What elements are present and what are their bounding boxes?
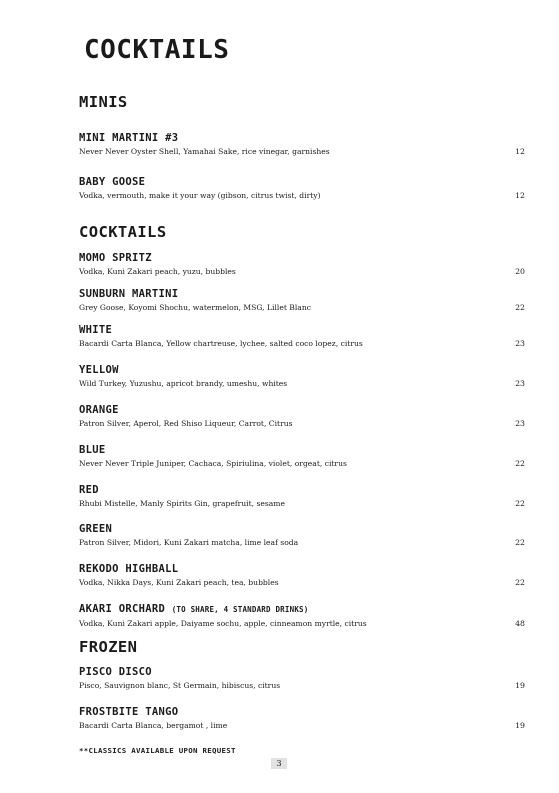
item-name: BABY GOOSE [79, 176, 146, 188]
item-price: 20 [515, 267, 525, 276]
item-name: REKODO HIGHBALL [79, 563, 179, 575]
item-description: Bacardi Carta Blanca, Yellow chartreuse, lychee, salted coco lopez, citrus [79, 339, 363, 348]
item-price: 23 [515, 339, 525, 348]
item-description: Bacardi Carta Blanca, bergamot , lime [79, 721, 228, 730]
item-description: Patron Silver, Aperol, Red Shiso Liqueur, Carrot, Citrus [79, 419, 293, 428]
item-price: 48 [515, 619, 525, 628]
page-title: COCKTAILS [84, 35, 230, 65]
item-description: Vodka, Kuni Zakari apple, Daiyame sochu, apple, cinneamon myrtle, citrus [79, 619, 367, 628]
item-name: YELLOW [79, 364, 119, 376]
item-price: 12 [515, 147, 525, 156]
menu-item-white [79, 324, 525, 349]
menu-item-green [79, 523, 525, 548]
menu-item-blue [79, 444, 525, 469]
section-title-cocktails: COCKTAILS [79, 223, 167, 241]
menu-item-momo-spritz [79, 252, 525, 277]
page-number: 3 [271, 758, 287, 769]
item-name: GREEN [79, 523, 113, 535]
menu-item-sunburn-martini [79, 288, 525, 313]
menu-item-rekodo-highball [79, 563, 525, 588]
item-name: BLUE [79, 444, 106, 456]
menu-item-akari-orchard [79, 603, 525, 629]
menu-item-mini-martini [79, 132, 525, 157]
item-price: 22 [515, 499, 525, 508]
item-name: FROSTBITE TANGO [79, 706, 179, 718]
item-name [79, 603, 525, 616]
item-description: Vodka, Kuni Zakari peach, yuzu, bubbles [79, 267, 236, 276]
item-name: RED [79, 484, 99, 496]
item-description: Vodka, vermouth, make it your way (gibson, citrus twist, dirty) [79, 191, 321, 200]
section-title-frozen: FROZEN [79, 638, 138, 656]
item-description: Patron Silver, Midori, Kuni Zakari matcha, lime leaf soda [79, 538, 299, 547]
item-price: 19 [515, 721, 525, 730]
item-name: MINI MARTINI #3 [79, 132, 179, 144]
item-price: 12 [515, 191, 525, 200]
item-description: Vodka, Nikka Days, Kuni Zakari peach, tea, bubbles [79, 578, 279, 587]
item-name: PISCO DISCO [79, 666, 152, 678]
item-description: Wild Turkey, Yuzushu, apricot brandy, umeshu, whites [79, 379, 288, 388]
menu-item-baby-goose [79, 176, 525, 201]
item-price: 22 [515, 303, 525, 312]
item-price: 23 [515, 379, 525, 388]
menu-item-frostbite-tango [79, 706, 525, 731]
menu-item-red [79, 484, 525, 509]
item-price: 22 [515, 578, 525, 587]
item-price: 22 [515, 538, 525, 547]
item-price: 22 [515, 459, 525, 468]
menu-item-orange [79, 404, 525, 429]
section-title-minis: MINIS [79, 93, 128, 111]
item-sharing-note: (TO SHARE, 4 STANDARD DRINKS) [171, 605, 309, 614]
item-description: Never Never Oyster Shell, Yamahai Sake, rice vinegar, garnishes [79, 147, 330, 156]
menu-item-yellow [79, 364, 525, 389]
item-price: 23 [515, 419, 525, 428]
item-price: 19 [515, 681, 525, 690]
item-description: Grey Goose, Koyomi Shochu, watermelon, MSG, Lillet Blanc [79, 303, 311, 312]
menu-item-pisco-disco [79, 666, 525, 691]
item-name: ORANGE [79, 404, 119, 416]
item-name-text: AKARI ORCHARD [79, 603, 166, 615]
classics-note: **CLASSICS AVAILABLE UPON REQUEST [79, 746, 236, 755]
item-description: Pisco, Sauvignon blanc, St Germain, hibiscus, citrus [79, 681, 281, 690]
item-name: WHITE [79, 324, 113, 336]
item-description: Never Never Triple Juniper, Cachaca, Spiriulina, violet, orgeat, citrus [79, 459, 347, 468]
item-name: MOMO SPRITZ [79, 252, 152, 264]
item-name: SUNBURN MARTINI [79, 288, 179, 300]
item-description: Rhubi Mistelle, Manly Spirits Gin, grapefruit, sesame [79, 499, 286, 508]
